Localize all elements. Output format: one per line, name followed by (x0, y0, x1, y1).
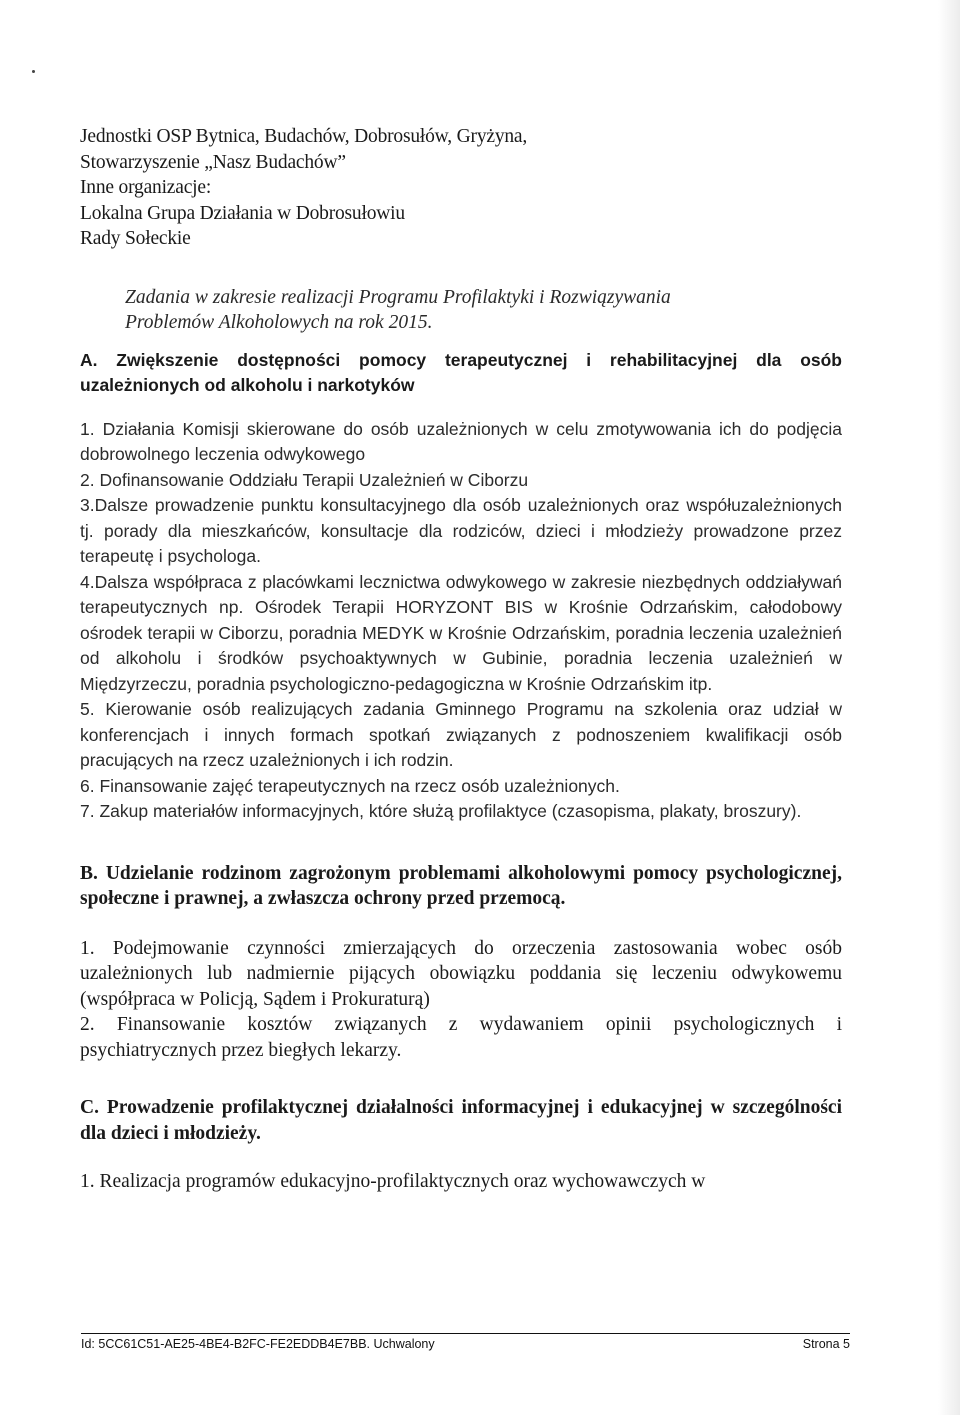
intro-line: Stowarzyszenie „Nasz Budachów” (80, 151, 346, 173)
program-title-line: Zadania w zakresie realizacji Programu Profilaktyki i Rozwiązywania (125, 286, 671, 308)
list-item: 7. Zakup materiałów informacyjnych, które służą profilaktyce (czasopisma, plakaty, broszury). (80, 801, 802, 821)
section-a (80, 348, 842, 825)
intro-line: Jednostki OSP Bytnica, Budachów, Dobrosułów, Gryżyna, (80, 126, 528, 147)
intro-line: Inne organizacje: (80, 177, 212, 198)
list-item: 4.Dalsza współpraca z placówkami lecznictwa odwykowego w zakresie niezbędnych oddziaływań terapeutycznych np. Ośrodek Terapii HORYZONT BIS w Krośnie Odrzańskim, całodobowy ośrodek terapii w Ciborzu, poradnia MEDYK w Krośnie Odrzańskim, poradnia leczenia uzależnień od alkoholu i środków psychoaktywnych w Gubinie, poradnia leczenia uzależnień w Międzyrzeczu, poradnia psychologiczno-pedagogiczna w Krośnie Odrzańskim itp. (80, 571, 842, 694)
list-item: 2. Finansowanie kosztów związanych z wydawaniem opinii psychologicznych i psychiatrycznych przez biegłych lekarzy. (80, 1014, 842, 1061)
list-item: 1. Działania Komisji skierowane do osób uzależnionych w celu zmotywowania ich do podjęcia dobrowolnego leczenia odwykowego (80, 418, 842, 464)
scan-edge-shadow (938, 0, 960, 1415)
section-c-list (80, 1169, 842, 1195)
section-a-heading: A. Zwiększenie dostępności pomocy terapeutycznej i rehabilitacyjnej dla osób uzależnionych od alkoholu i narkotyków (80, 349, 842, 395)
program-title (125, 285, 842, 336)
page-number: Strona 5 (802, 1337, 850, 1351)
list-item: 5. Kierowanie osób realizujących zadania Gminnego Programu na szkolenia oraz udział w konferencjach i innych formach spotkań związanych z podnoszeniem kwalifikacji osób pracujących na rzecz uzależnionych i ich rodzin. (80, 699, 842, 770)
list-item: 3.Dalsze prowadzenie punktu konsultacyjnego dla osób uzależnionych oraz współuzależnionych tj. porady dla mieszkańców, konsultacje dla rodziców, dzieci i młodzieży prowadzone przez terapeutę i psychologa. (80, 495, 842, 566)
section-b-list (80, 936, 842, 1064)
footer-divider (81, 1333, 850, 1334)
section-c-heading: C. Prowadzenie profilaktycznej działalności informacyjnej i edukacyjnej w szczególności dla dzieci i młodzieży. (80, 1097, 842, 1144)
section-c (80, 1095, 842, 1195)
program-title-line: Problemów Alkoholowych na rok 2015. (125, 312, 433, 333)
intro-line: Lokalna Grupa Działania w Dobrosułowiu (80, 202, 405, 224)
section-a-list (80, 417, 842, 825)
section-b (80, 861, 842, 1064)
list-item: 1. Realizacja programów edukacyjno-profilaktycznych oraz wychowawczych w (80, 1171, 706, 1192)
intro-block (80, 124, 842, 252)
document-id: Id: 5CC61C51-AE25-4BE4-B2FC-FE2EDDB4E7BB. Uchwalony (81, 1337, 435, 1351)
list-item: 2. Dofinansowanie Oddziału Terapii Uzależnień w Ciborzu (80, 469, 529, 490)
page-footer (81, 1337, 850, 1351)
document-body (80, 124, 842, 1195)
section-b-heading: B. Udzielanie rodzinom zagrożonym problemami alkoholowymi pomocy psychologicznej, społeczne i prawnej, a zwłaszcza ochrony przed przemocą. (80, 862, 842, 909)
list-item: 1. Podejmowanie czynności zmierzających do orzeczenia zastosowania wobec osób uzależnionych lub nadmiernie pijących obowiązku poddania się leczeniu odwykowemu (współpraca w Policją, Sądem i Prokuraturą) (80, 937, 842, 1010)
scan-speck (32, 70, 35, 73)
intro-line: Rady Sołeckie (80, 228, 191, 249)
list-item: 6. Finansowanie zajęć terapeutycznych na rzecz osób uzależnionych. (80, 775, 620, 796)
